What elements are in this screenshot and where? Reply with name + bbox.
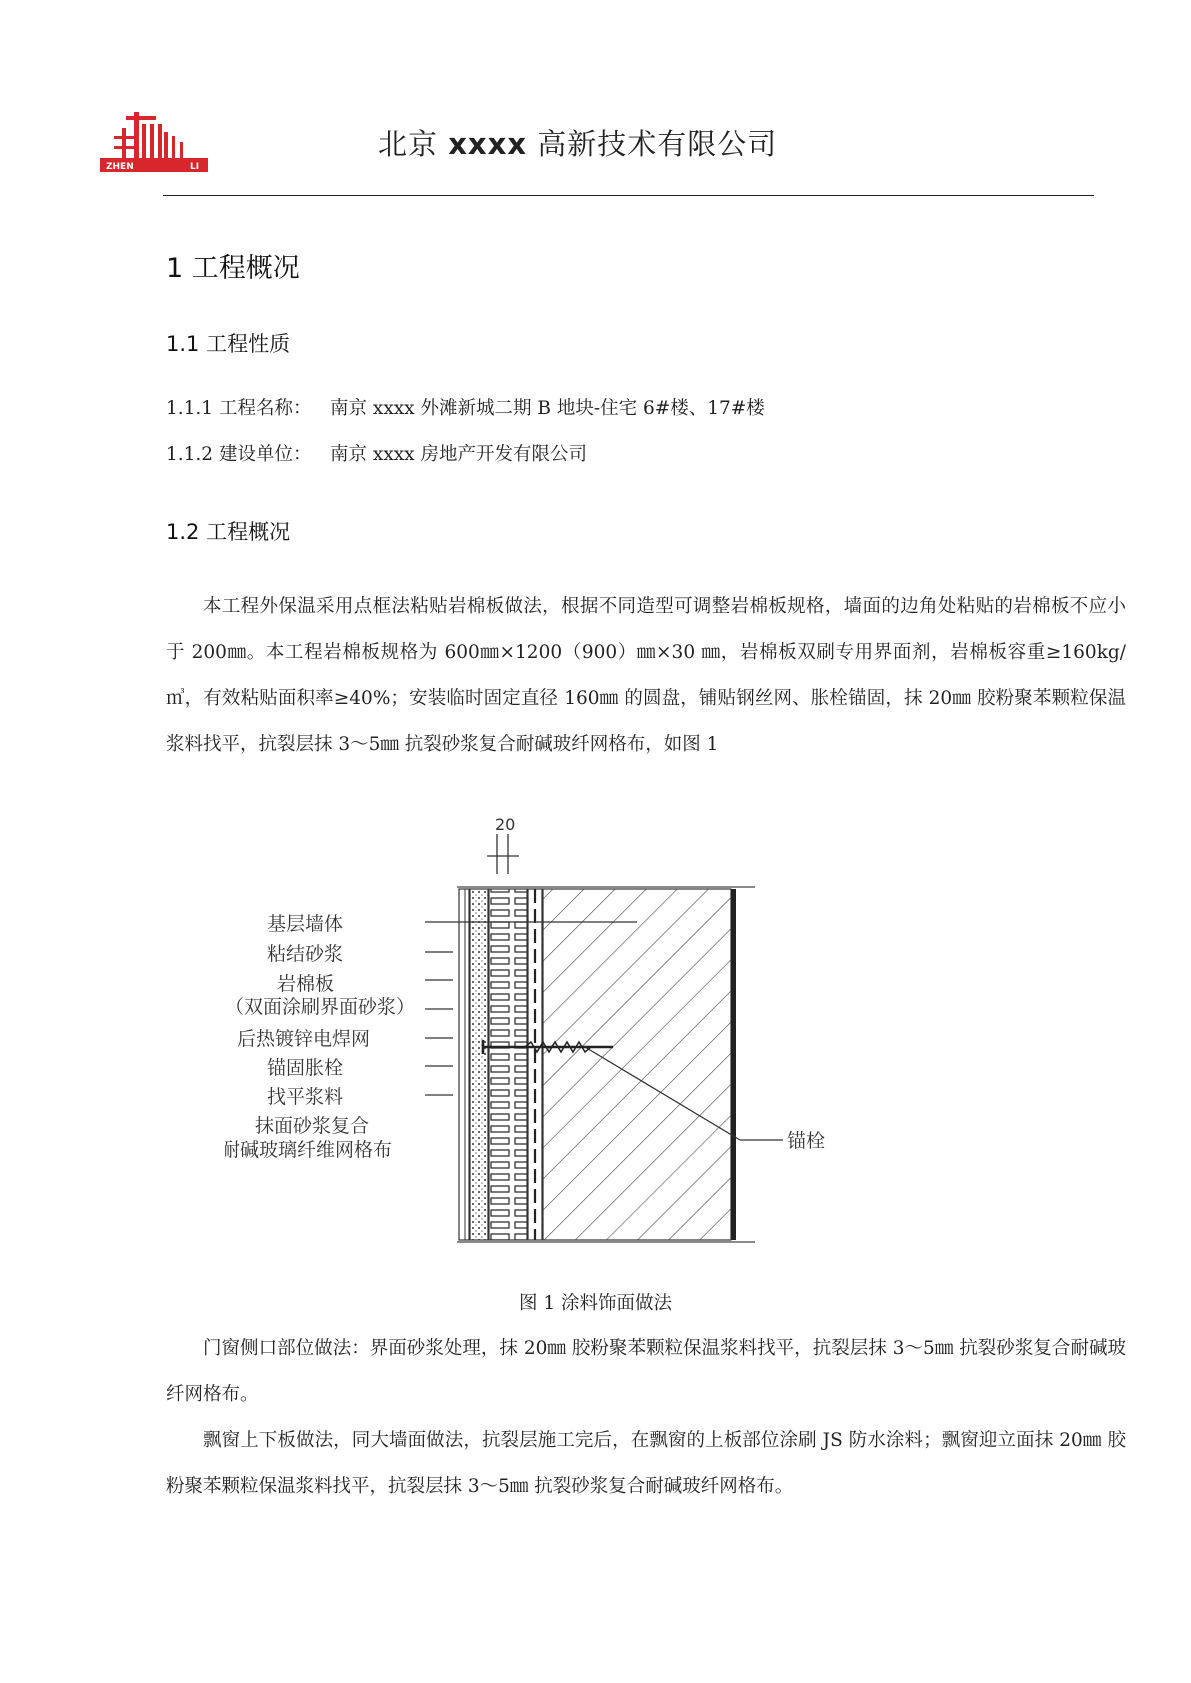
company-name-prefix: 北京	[378, 127, 449, 161]
developer-key: 1.1.2 建设单位：	[166, 444, 312, 465]
company-logo	[98, 106, 210, 174]
label-base-wall: 基层墙体	[267, 913, 344, 935]
developer-value: 南京 xxxx 房地产开发有限公司	[330, 444, 587, 465]
overview-paragraph-text: 本工程外保温采用点框法粘贴岩棉板做法，根据不同造型可调整岩棉板规格，墙面的边角处粘贴的岩棉板不应小于 200㎜。本工程岩棉板规格为 600㎜×1200（900）㎜×30 ㎜，岩棉板双刷专用界面剂，岩棉板容重≥160kg/㎥，有效粘贴面积率≥40%；安装临时固定直径 160㎜ 的圆盘，铺贴钢丝网、胀栓锚固，抹 20㎜ 胶粉聚苯颗粒保温浆料找平，抗裂层抹 3～5㎜ 抗裂砂浆复合耐碱玻纤网格布，如图 1	[166, 596, 1126, 755]
label-finish-mortar: 抹面砂浆复合	[255, 1115, 370, 1137]
label-bonding-mortar: 粘结砂浆	[267, 943, 344, 965]
logo-graphic	[98, 106, 210, 174]
figure-caption: 图 1 涂料饰面做法	[518, 1293, 673, 1314]
company-name-bold: xxxx	[448, 127, 528, 161]
label-rock-wool-board: 岩棉板	[277, 973, 335, 995]
header-divider	[163, 195, 1094, 196]
section-1-heading: 1 工程概况	[166, 253, 300, 284]
dimension-label: 20	[495, 815, 516, 834]
company-name-suffix: 高新技术有限公司	[527, 127, 778, 161]
bay-window-paragraph	[166, 1418, 1126, 1510]
company-name	[378, 122, 777, 163]
label-fiberglass-mesh: 耐碱玻璃纤维网格布	[225, 1139, 393, 1161]
section-1-2-heading: 1.2 工程概况	[166, 520, 291, 544]
bay-window-paragraph-text: 飘窗上下板做法，同大墙面做法，抗裂层施工完后，在飘窗的上板部位涂刷 JS 防水涂料；飘窗迎立面抹 20㎜ 胶粉聚苯颗粒保温浆料找平，抗裂层抹 3～5㎜ 抗裂砂浆复合耐碱玻纤网格布。	[166, 1430, 1126, 1497]
developer-row	[166, 440, 587, 466]
section-1-1-heading: 1.1 工程性质	[166, 332, 291, 356]
anchor-label: 锚栓	[787, 1130, 826, 1152]
logo-text-right: LI	[190, 162, 200, 172]
overview-paragraph	[166, 584, 1126, 768]
logo-text-left: ZHEN	[106, 162, 134, 172]
label-galvanized-mesh: 后热镀锌电焊网	[237, 1028, 371, 1050]
wall-section-figure	[225, 812, 925, 1276]
window-side-paragraph	[166, 1326, 1126, 1418]
wall-section-drawing	[225, 812, 925, 1276]
label-anchor-bolt: 锚固胀栓	[267, 1057, 344, 1079]
label-leveling-mortar: 找平浆料	[267, 1086, 344, 1108]
project-name-value: 南京 xxxx 外滩新城二期 B 地块-住宅 6#楼、17#楼	[330, 398, 765, 419]
window-side-paragraph-text: 门窗侧口部位做法：界面砂浆处理，抹 20㎜ 胶粉聚苯颗粒保温浆料找平，抗裂层抹 3～5㎜ 抗裂砂浆复合耐碱玻纤网格布。	[166, 1338, 1126, 1405]
label-interface-mortar: （双面涂刷界面砂浆）	[225, 996, 416, 1018]
project-name-key: 1.1.1 工程名称：	[166, 398, 312, 419]
project-name-row	[166, 394, 765, 420]
